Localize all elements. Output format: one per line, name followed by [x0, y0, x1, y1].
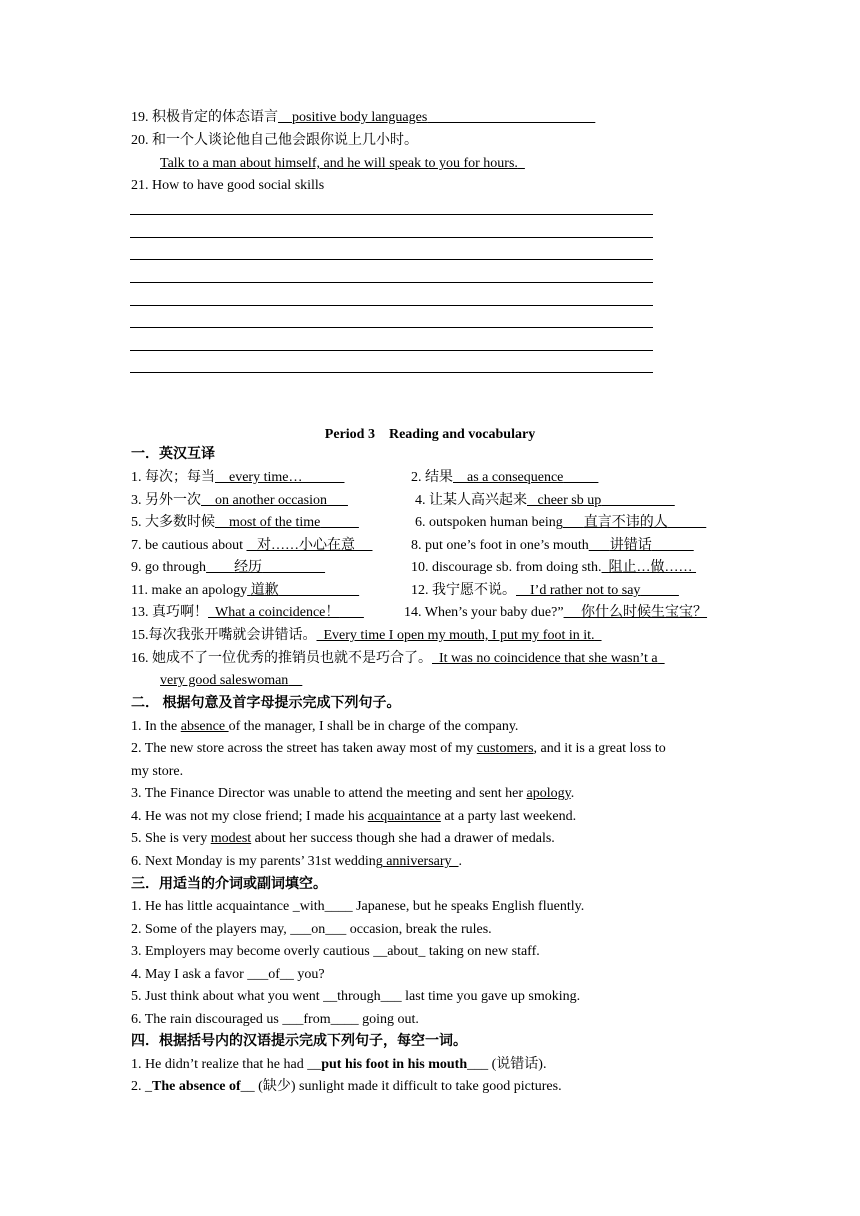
answer-line: [130, 350, 653, 351]
q19-answer: positive body languages: [292, 110, 428, 125]
vocab-item-11: 11. make an apology 道歉: [131, 583, 279, 598]
vocab-item-16: 16. 她成不了一位优秀的推销员也就不是巧合了。 It was no coincidence that she wasn’t a: [131, 651, 658, 666]
answer-line: [130, 327, 653, 328]
q20-num: 20.: [131, 133, 149, 148]
sentence-2: 2. The new store across the street has taken away most of my customers, and it is a great loss to: [131, 741, 666, 756]
vocab-item-10: 10. discourage sb. from doing sth. 阻止…做……: [411, 560, 693, 575]
answer-line: [130, 305, 653, 306]
answer-line: [130, 237, 653, 238]
section-4-title: 四．根据括号内的汉语提示完成下列句子，每空一词。: [131, 1034, 467, 1049]
translation-item-1: 1. He didn’t realize that he had __put his foot in his mouth___ (说错话).: [131, 1057, 547, 1072]
sentence-2-cont: my store.: [131, 764, 184, 779]
q19-num: 19.: [131, 110, 149, 125]
period-title: Period 3 Reading and vocabulary: [324, 427, 536, 442]
section-3-title: 三．用适当的介词或副词填空。: [131, 877, 327, 892]
preposition-item-3: 3. Employers may become overly cautious __about_ taking on new staff.: [131, 944, 540, 959]
preposition-item-6: 6. The rain discouraged us ___from____ going out.: [131, 1012, 419, 1027]
section-2-title: 二． 根据句意及首字母提示完成下列句子。: [131, 696, 401, 711]
vocab-item-16-cont: very good saleswoman: [160, 673, 289, 688]
answer-line: [130, 372, 653, 373]
vocab-item-9: 9. go through 经历: [131, 560, 263, 575]
answer-line: [130, 282, 653, 283]
q21-text: How to have good social skills: [152, 178, 325, 193]
vocab-item-1: 1. 每次；每当 every time…: [131, 470, 303, 485]
vocab-item-4: 4. 让某人高兴起来 cheer sb up: [415, 493, 602, 508]
vocab-item-15: 15.每次我张开嘴就会讲错话。 Every time I open my mouth, I put my foot in it.: [131, 628, 595, 643]
q21-num: 21.: [131, 178, 149, 193]
q19: [131, 109, 595, 127]
preposition-item-1: 1. He has little acquaintance _with____ Japanese, but he speaks English fluently.: [131, 899, 585, 914]
sentence-4: 4. He was not my close friend; I made his acquaintance at a party last weekend.: [131, 809, 577, 824]
sentence-6: 6. Next Monday is my parents’ 31st wedding anniversary .: [131, 854, 463, 869]
answer-line: [130, 214, 653, 215]
vocab-item-13: 13. 真巧啊！ What a coincidence！: [131, 605, 340, 620]
sentence-5: 5. She is very modest about her success though she had a drawer of medals.: [131, 831, 555, 846]
sentence-1: 1. In the absence of the manager, I shall be in charge of the company.: [131, 719, 519, 734]
answer-line: [130, 259, 653, 260]
sentence-3: 3. The Finance Director was unable to attend the meeting and sent her apology.: [131, 786, 575, 801]
q21: [131, 177, 324, 195]
vocab-item-7: 7. be cautious about 对……小心在意: [131, 538, 355, 553]
q20-answer: Talk to a man about himself, and he will speak to you for hours.: [160, 156, 518, 171]
section-1-title: 一．英汉互译: [131, 447, 215, 462]
vocab-item-5: 5. 大多数时候 most of the time: [131, 515, 321, 530]
vocab-item-6: 6. outspoken human being 直言不讳的人: [415, 515, 668, 530]
q19-text: 积极肯定的体态语言: [152, 110, 278, 125]
vocab-item-3: 3. 另外一次 on another occasion: [131, 493, 327, 508]
vocab-item-12: 12. 我宁愿不说。 I’d rather not to say: [411, 583, 641, 598]
preposition-item-5: 5. Just think about what you went __through___ last time you gave up smoking.: [131, 989, 581, 1004]
q20-text: 和一个人谈论他自己他会跟你说上几小时。: [152, 133, 418, 148]
preposition-item-4: 4. May I ask a favor ___of__ you?: [131, 967, 325, 982]
vocab-item-14: 14. When’s your baby due?” 你什么时候生宝宝？: [404, 605, 708, 620]
preposition-item-2: 2. Some of the players may, ___on___ occasion, break the rules.: [131, 922, 492, 937]
translation-item-2: 2. _The absence of__ (缺少) sunlight made it difficult to take good pictures.: [131, 1079, 562, 1094]
vocab-item-2: 2. 结果 as a consequence: [411, 470, 564, 485]
q20: [131, 132, 418, 150]
vocab-item-8: 8. put one’s foot in one’s mouth 讲错话: [411, 538, 652, 553]
